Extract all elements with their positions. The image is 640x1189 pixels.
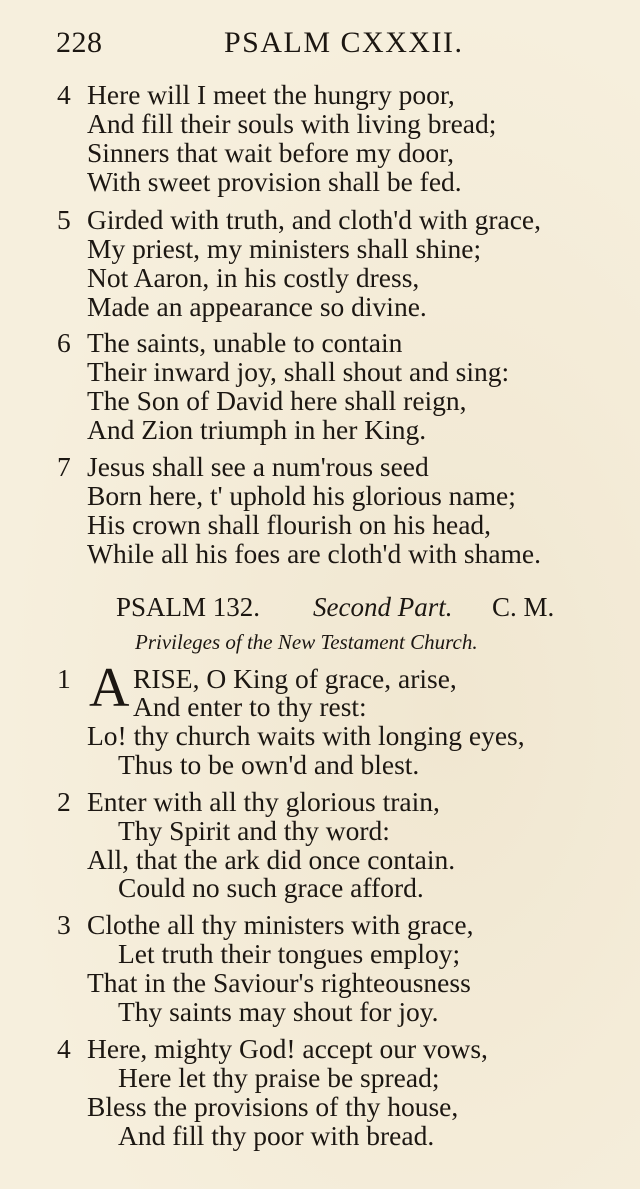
stanza-number: 4	[57, 1033, 71, 1064]
verse-line: Thy Spirit and thy word:	[118, 815, 390, 846]
verse-line: That in the Saviour's righteousness	[87, 967, 471, 998]
verse-line: Born here, t' uphold his glorious name;	[87, 480, 516, 511]
meter-label: C. M.	[492, 592, 555, 622]
section-heading	[116, 592, 576, 626]
verse-line: Bless the provisions of thy house,	[87, 1091, 459, 1122]
stanza-number: 6	[57, 327, 71, 358]
verse-line: Their inward joy, shall shout and sing:	[87, 356, 510, 387]
verse-line: His crown shall flourish on his head,	[87, 509, 492, 540]
verse-line: Clothe all thy ministers with grace,	[87, 909, 474, 940]
verse-line: Here let thy praise be spread;	[118, 1062, 440, 1093]
bleed-through-mark	[602, 150, 632, 197]
verse-line: The Son of David here shall reign,	[87, 385, 467, 416]
section-subtitle: Privileges of the New Testament Church.	[135, 630, 478, 654]
verse-line: Could no such grace afford.	[118, 872, 424, 903]
stanza-number: 1	[57, 663, 71, 694]
verse-line: And fill their souls with living bread;	[87, 108, 497, 139]
page-number: 228	[56, 26, 103, 59]
verse-line: Not Aaron, in his costly dress,	[87, 262, 420, 293]
verse-line: RISE, O King of grace, arise,	[133, 663, 457, 694]
stanza-number: 4	[57, 79, 71, 110]
stanza-number: 7	[57, 451, 71, 482]
verse-line: Jesus shall see a num'rous seed	[87, 451, 429, 482]
verse-line: Thy saints may shout for joy.	[118, 996, 439, 1027]
verse-line: My priest, my ministers shall shine;	[87, 233, 482, 264]
verse-line: And Zion triumph in her King.	[87, 414, 427, 445]
verse-line: Enter with all thy glorious train,	[87, 786, 440, 817]
stanza-number: 2	[57, 786, 71, 817]
stanza-number: 3	[57, 909, 71, 940]
verse-line: Sinners that wait before my door,	[87, 137, 455, 168]
verse-line: The saints, unable to contain	[87, 327, 403, 358]
page-header	[56, 26, 586, 66]
verse-line: Here will I meet the hungry poor,	[87, 79, 455, 110]
verse-line: With sweet provision shall be fed.	[87, 166, 462, 197]
verse-line: And fill thy poor with bread.	[118, 1120, 435, 1151]
verse-line: All, that the ark did once contain.	[87, 844, 456, 875]
verse-line: Made an appearance so divine.	[87, 291, 427, 322]
verse-line: Here, mighty God! accept our vows,	[87, 1033, 488, 1064]
verse-line: While all his foes are cloth'd with shame.	[87, 538, 541, 569]
verse-line: Lo! thy church waits with longing eyes,	[87, 720, 525, 751]
running-title: PSALM CXXXII.	[224, 26, 464, 59]
verse-line: Thus to be own'd and blest.	[118, 749, 420, 780]
stanza-number: 5	[57, 204, 71, 235]
part-label: Second Part.	[313, 592, 453, 622]
verse-line: And enter to thy rest:	[133, 691, 367, 722]
drop-cap: A	[89, 657, 130, 719]
psalm-number-heading: PSALM 132.	[116, 592, 261, 622]
verse-line: Let truth their tongues employ;	[118, 938, 461, 969]
verse-line: Girded with truth, and cloth'd with grace,	[87, 204, 542, 235]
